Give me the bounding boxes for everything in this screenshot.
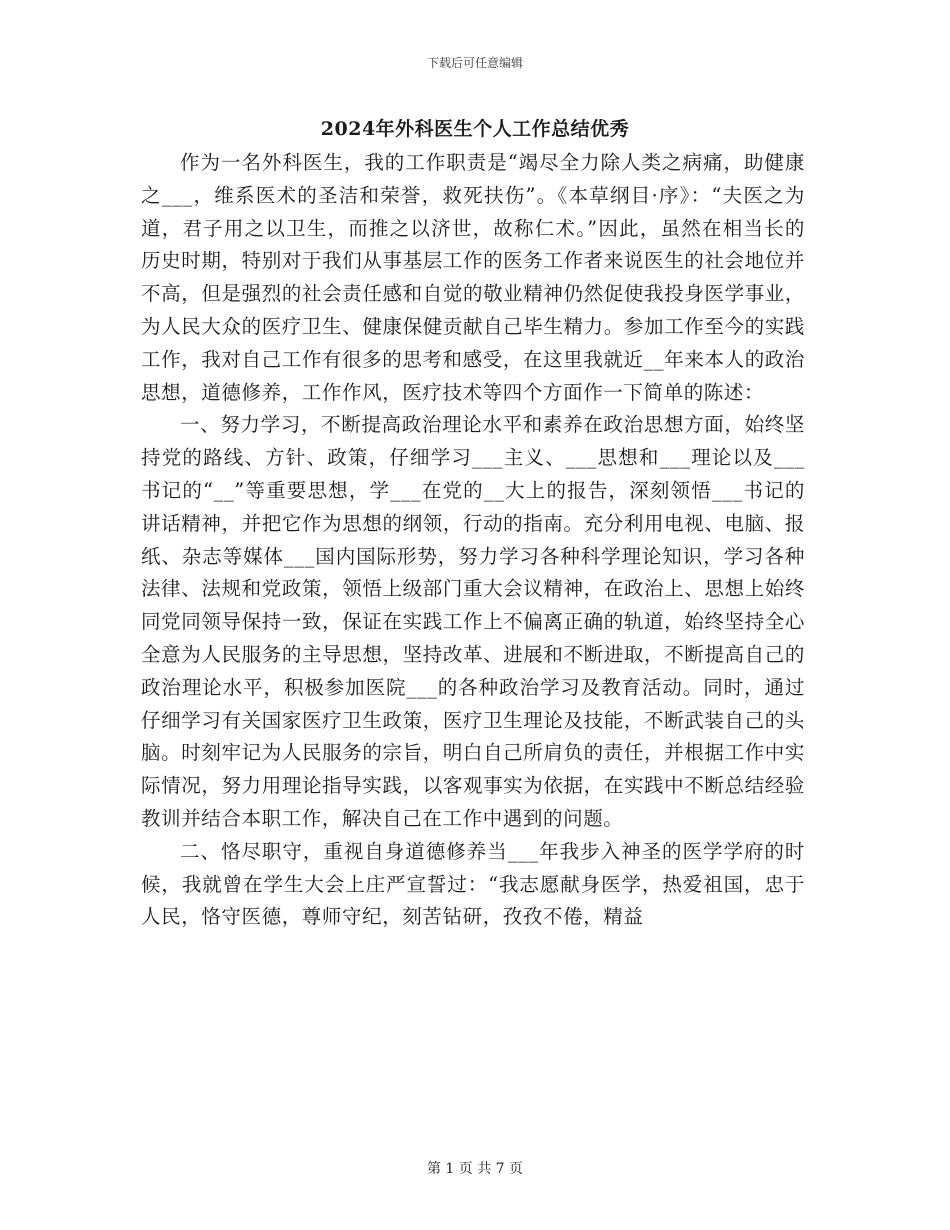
paragraph-section-1: 一、努力学习，不断提高政治理论水平和素养在政治思想方面，始终坚持党的路线、方针、政策，仔细学习___主义、___思想和___理论以及___书记的“__”等重要思想，学___在党的__大上的报告，深刻领悟___书记的讲话精神，并把它作为思想的纲领，行动的指南。充分利用电视、电脑、报纸、杂志等媒体___国内国际形势，努力学习各种科学理论知识，学习各种法律、法规和党政策，领悟上级部门重大会议精神，在政治上、思想上始终同党同领导保持一致，保证在实践工作上不偏离正确的轨道，始终坚持全心全意为人民服务的主导思想，坚持改革、进展和不断进取，不断提高自己的政治理论水平，积极参加医院___的各种政治学习及教育活动。同时，通过仔细学习有关国家医疗卫生政策，医疗卫生理论及技能，不断武装自己的头脑。时刻牢记为人民服务的宗旨，明白自己所肩负的责任，并根据工作中实际情况，努力用理论指导实践，以客观事实为依据，在实践中不断总结经验教训并结合本职工作，解决自己在工作中遇到的问题。 bbox=[141, 413, 805, 830]
document-title: 2024年外科医生个人工作总结优秀 bbox=[320, 118, 630, 140]
document-body bbox=[141, 147, 805, 934]
page-number: 第 1 页 共 7 页 bbox=[426, 1161, 524, 1177]
paragraph-section-2: 二、恪尽职守，重视自身道德修养当___年我步入神圣的医学学府的时候，我就曾在学生大会上庄严宣誓过：“我志愿献身医学，热爱祖国，忠于人民，恪守医德，尊师守纪，刻苦钻研，孜孜不倦，精益 bbox=[141, 839, 805, 929]
page-header-note: 下载后可任意编辑 bbox=[426, 56, 523, 70]
paragraph-intro: 作为一名外科医生，我的工作职责是“竭尽全力除人类之病痛，助健康之___，维系医术的圣洁和荣誉，救死扶伤”。《本草纲目·序》：“夫医之为道，君子用之以卫生，而推之以济世，故称仁术。”因此，虽然在相当长的历史时期，特别对于我们从事基层工作的医务工作者来说医生的社会地位并不高，但是强烈的社会责任感和自觉的敬业精神仍然促使我投身医学事业，为人民大众的医疗卫生、健康保健贡献自己毕生精力。参加工作至今的实践工作，我对自己工作有很多的思考和感受，在这里我就近__年来本人的政治思想，道德修养，工作作风，医疗技术等四个方面作一下简单的陈述： bbox=[141, 151, 805, 404]
